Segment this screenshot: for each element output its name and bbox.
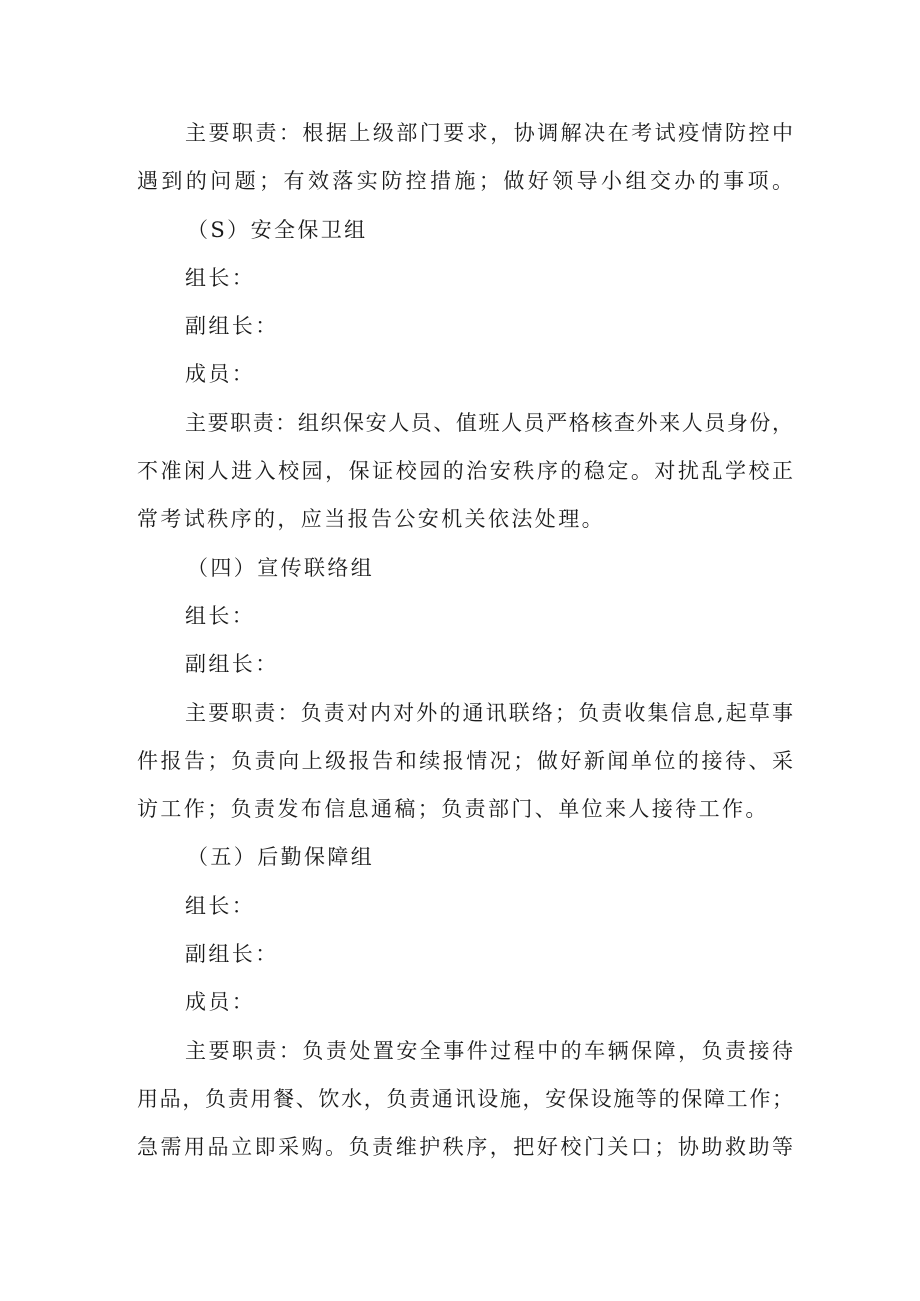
document-page	[137, 114, 793, 1177]
text-line: 不准闲人进入校园，保证校园的治安秩序的稳定。对扰乱学校正	[137, 459, 793, 484]
text-line: 成员：	[185, 362, 256, 387]
text-line: 副组长：	[185, 942, 279, 967]
text-line: 急需用品立即采购。负责维护秩序，把好校门关口；协助救助等	[137, 1135, 793, 1160]
text-line: 副组长：	[185, 314, 279, 339]
section-heading: （四）宣传联络组	[187, 555, 375, 580]
text-line: 组长：	[185, 265, 256, 290]
text-line: 件报告；负责向上级报告和续报情况；做好新闻单位的接待、采	[137, 748, 793, 773]
text-line: 常考试秩序的，应当报告公安机关依法处理。	[137, 507, 605, 532]
text-line: 主要职责：负责对内对外的通讯联络；负责收集信息,起草事	[185, 700, 793, 725]
text-line: 成员：	[185, 990, 256, 1015]
text-line: 主要职责：负责处置安全事件过程中的车辆保障，负责接待	[185, 1038, 793, 1063]
text-line: 主要职责：根据上级部门要求，协调解决在考试疫情防控中	[185, 121, 793, 145]
text-line: 遇到的问题；有效落实防控措施；做好领导小组交办的事项。	[137, 169, 793, 194]
text-line: 用品，负责用餐、饮水，负责通讯设施，安保设施等的保障工作；	[137, 1086, 793, 1111]
text-line: 组长：	[185, 603, 256, 628]
text-line: 主要职责：组织保安人员、值班人员严格核查外来人员身份，	[185, 410, 793, 435]
text-line: 访工作；负责发布信息通稿；负责部门、单位来人接待工作。	[137, 797, 769, 822]
section-heading: （五）后勤保障组	[187, 845, 375, 870]
section-heading: （S）安全保卫组	[187, 217, 368, 242]
text-line: 组长：	[185, 893, 256, 918]
text-line: 副组长：	[185, 652, 279, 677]
